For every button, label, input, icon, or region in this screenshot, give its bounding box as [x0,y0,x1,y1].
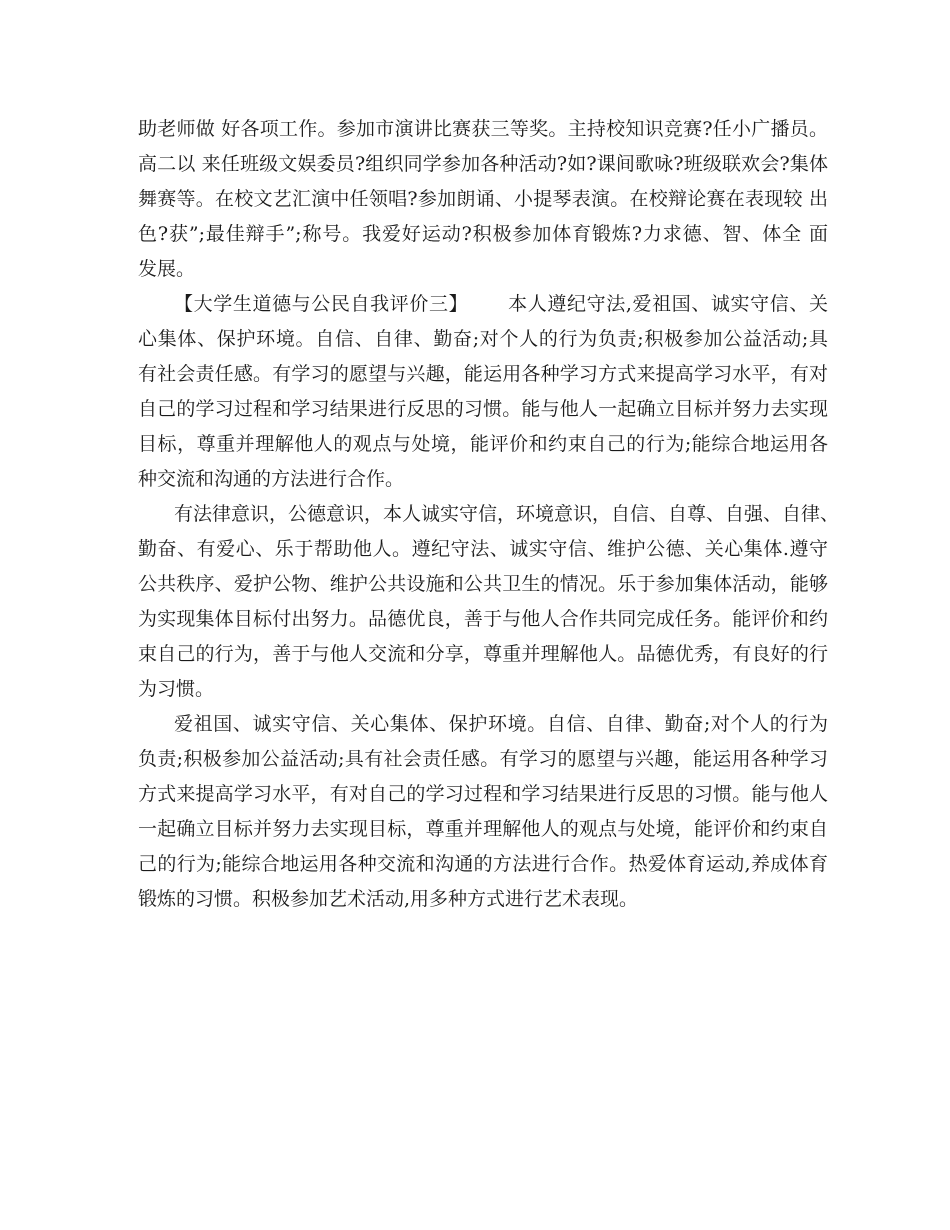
text-line: 心集体、保护环境。自信、自律、勤奋;对个人的行为负责;积极参加公益活动;具 [138,328,828,350]
text-line: 目标，尊重并理解他人的观点与处境，能评价和约束自己的行为;能综合地运用各 [138,433,828,455]
text-line: 一起确立目标并努力去实现目标，尊重并理解他人的观点与处境，能评价和约束自 [138,818,828,840]
text-line: 助老师做 好各项工作。参加市演讲比赛获三等奖。主持校知识竞赛?任小广播员。 [138,118,828,140]
paragraph-1 [138,112,828,287]
text-line: 种交流和沟通的方法进行合作。 [138,468,405,490]
text-line: 束自己的行为，善于与他人交流和分享，尊重并理解他人。品德优秀，有良好的行 [138,643,828,665]
text-line: 公共秩序、爱护公物、维护公共设施和公共卫生的情况。乐于参加集体活动，能够 [138,573,828,595]
text-line: 勤奋、有爱心、乐于帮助他人。遵纪守法、诚实守信、维护公德、关心集体.遵守 [138,538,828,560]
paragraph-2 [138,287,828,497]
text-line: 爱祖国、诚实守信、关心集体、保护环境。自信、自律、勤奋;对个人的行为 [174,713,828,735]
text-line: 有社会责任感。有学习的愿望与兴趣，能运用各种学习方式来提高学习水平，有对 [138,363,828,385]
paragraph-3 [138,497,840,707]
text-line: 负责;积极参加公益活动;具有社会责任感。有学习的愿望与兴趣，能运用各种学习 [138,748,828,770]
paragraph-4 [138,707,828,917]
text-line: 自己的学习过程和学习结果进行反思的习惯。能与他人一起确立目标并努力去实现 [138,398,828,420]
text-line: 高二以 来任班级文娱委员?组织同学参加各种活动?如?课间歌咏?班级联欢会?集体 [138,153,828,175]
section-heading-line: 【大学生道德与公民自我评价三】 本人遵纪守法,爱祖国、诚实守信、关 [174,293,828,315]
text-line: 舞赛等。在校文艺汇演中任领唱?参加朗诵、小提琴表演。在校辩论赛在表现较 出 [138,188,828,210]
text-line: 锻炼的习惯。积极参加艺术活动,用多种方式进行艺术表现。 [138,888,639,910]
text-line: 己的行为;能综合地运用各种交流和沟通的方法进行合作。热爱体育运动,养成体育 [138,853,828,875]
text-line: 方式来提高学习水平，有对自己的学习过程和学习结果进行反思的习惯。能与他人 [138,783,828,805]
text-line: 为实现集体目标付出努力。品德优良，善于与他人合作共同完成任务。能评价和约 [138,608,828,630]
text-line: 有法律意识，公德意识，本人诚实守信，环境意识，自信、自尊、自强、自律、 [174,503,840,525]
document-body [138,112,840,917]
text-line: 色?获”;最佳辩手”;称号。我爱好运动?积极参加体育锻炼?力求德、智、体全 面 [138,223,828,245]
text-line: 为习惯。 [138,678,215,700]
text-line: 发展。 [138,258,196,280]
